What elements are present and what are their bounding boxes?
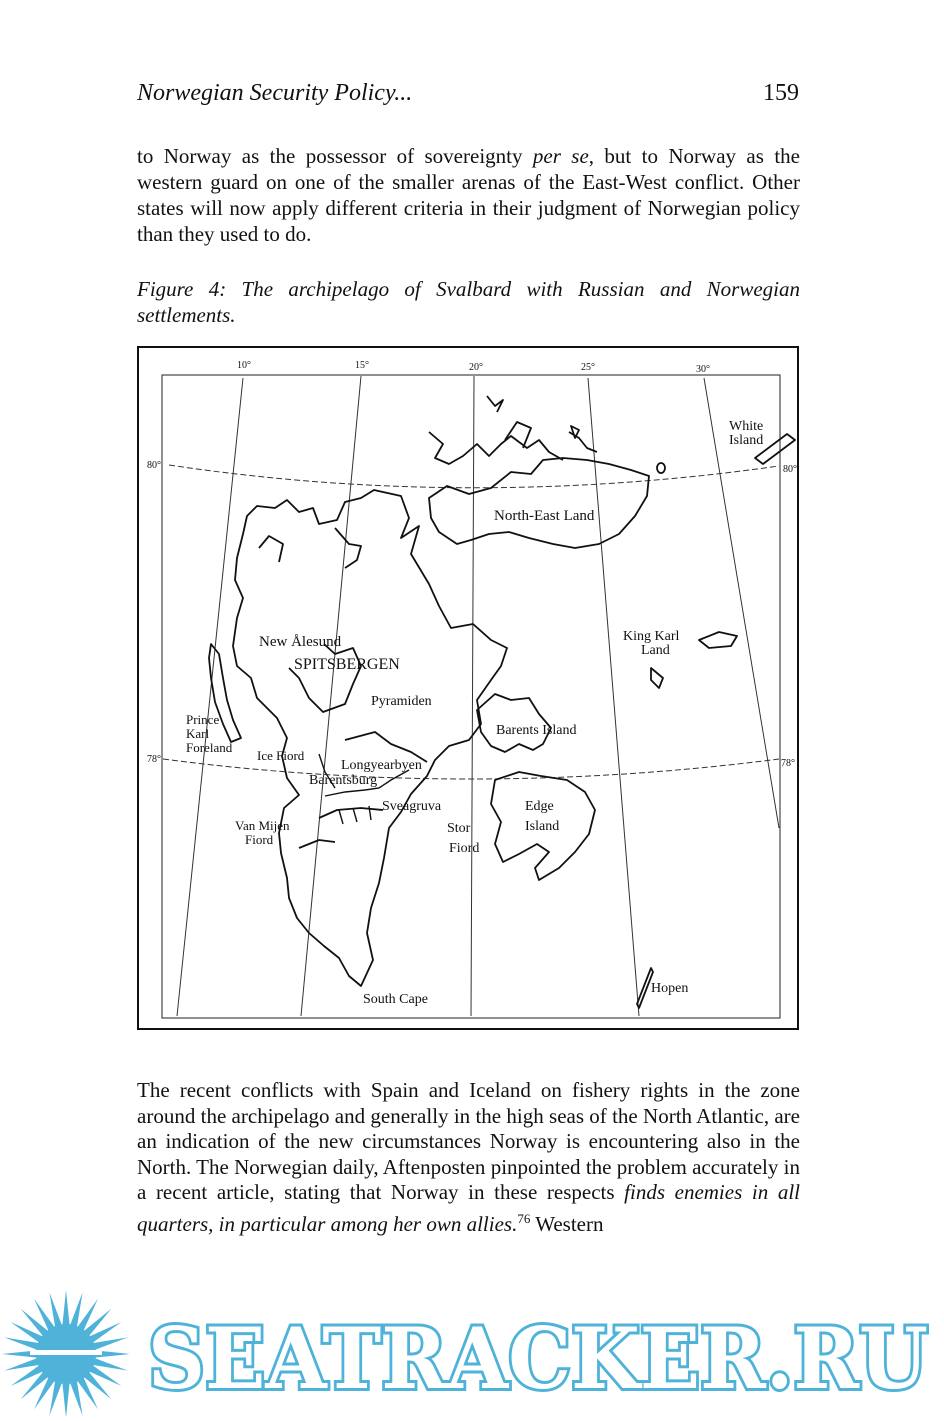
islet-north-east bbox=[657, 463, 665, 473]
meridian-20 bbox=[471, 376, 474, 1016]
king-karl-land-islet bbox=[651, 668, 663, 688]
label-barents-island: Barents Island bbox=[496, 723, 577, 738]
fiord-lines-1 bbox=[289, 644, 361, 712]
lat-label-80-right: 80° bbox=[783, 464, 797, 475]
figure-caption: Figure 4: The archipelago of Svalbard with Russian and Norwegian settlements. bbox=[137, 277, 800, 327]
sun-logo-icon bbox=[2, 1290, 130, 1416]
spitsbergen-coastline bbox=[233, 490, 507, 986]
paragraph-intro-text-2: , but to Norway as the western guard on one of the smaller arenas of the East-West conflict. Other states will now apply different criteria in their judgment of Norwegian policy than they used to do. bbox=[137, 144, 800, 246]
paragraph-intro-italic: per se bbox=[532, 144, 589, 168]
king-karl-land-coastline bbox=[699, 632, 737, 648]
van-mijen-fiord-coastline bbox=[319, 808, 383, 818]
label-prince-karl-1: Prince bbox=[186, 712, 220, 727]
paragraph-intro-text-1: to Norway as the possessor of sovereignty bbox=[137, 144, 533, 168]
svalbard-map-svg bbox=[139, 348, 801, 1032]
lat-label-78-left: 78° bbox=[147, 754, 161, 765]
north-east-land-coastline bbox=[429, 458, 649, 548]
paragraph-intro bbox=[137, 143, 800, 247]
page-number: 159 bbox=[763, 80, 799, 106]
svalbard-map bbox=[137, 346, 799, 1030]
label-ice-fiord: Ice Fiord bbox=[257, 748, 305, 763]
label-white-island-2: Island bbox=[729, 433, 764, 448]
watermark-text: SEATRACKER.RU bbox=[148, 1309, 928, 1408]
lon-label-10: 10° bbox=[237, 360, 251, 371]
fiord-lines-3 bbox=[335, 528, 361, 568]
island-north-1 bbox=[505, 422, 531, 448]
label-north-east-land: North-East Land bbox=[494, 508, 595, 524]
paragraph-fishery-italic: finds enemies in all quarters, in particular among her own allies. bbox=[137, 1180, 800, 1236]
paragraph-fishery bbox=[137, 1078, 800, 1237]
label-longyearbyen: Longyearbyen bbox=[341, 758, 422, 773]
watermark-svg bbox=[0, 1288, 944, 1416]
label-prince-karl-2: Karl bbox=[186, 726, 210, 741]
paragraph-fishery-text-2: Western bbox=[530, 1211, 604, 1236]
watermark bbox=[0, 1288, 944, 1416]
running-head bbox=[137, 78, 799, 108]
label-edge-island-1: Edge bbox=[525, 799, 554, 814]
paragraph-fishery-text-1: The recent conflicts with Spain and Iceland on fishery rights in the zone around the archipelago and generally in the high seas of the North Atlantic, are an indication of the new circumstances Norway is encountering also in the North. The Norwegian daily, Aftenposten pinpointed the problem accurately in a recent article, stating that Norway in these respects bbox=[137, 1078, 800, 1204]
label-white-island-1: White bbox=[729, 419, 764, 434]
island-north-4 bbox=[571, 426, 579, 438]
sun-horizon bbox=[30, 1350, 102, 1355]
running-title: Norwegian Security Policy... bbox=[137, 80, 413, 106]
label-van-mijen-2: Fiord bbox=[245, 832, 274, 847]
footnote-marker: 76 bbox=[517, 1210, 531, 1226]
label-south-cape: South Cape bbox=[363, 992, 428, 1007]
meridian-15 bbox=[301, 376, 361, 1016]
parallel-78 bbox=[163, 759, 779, 779]
lat-label-78-right: 78° bbox=[781, 758, 795, 769]
label-spitsbergen: SPITSBERGEN bbox=[294, 656, 400, 673]
label-stor-fiord-2: Fiord bbox=[449, 841, 480, 856]
label-van-mijen-1: Van Mijen bbox=[235, 818, 290, 833]
label-pyramiden: Pyramiden bbox=[371, 694, 432, 709]
label-barentsburg: Barentsburg bbox=[309, 773, 378, 788]
lon-label-30: 30° bbox=[696, 364, 710, 375]
parallels bbox=[163, 465, 779, 779]
lat-label-80-left: 80° bbox=[147, 460, 161, 471]
label-new-alesund: New Ålesund bbox=[259, 634, 342, 650]
island-north-3 bbox=[487, 396, 503, 412]
label-king-karl-2: Land bbox=[641, 643, 670, 658]
label-hopen: Hopen bbox=[651, 981, 689, 996]
label-edge-island-2: Island bbox=[525, 819, 560, 834]
meridians bbox=[177, 376, 779, 1016]
label-sveagruva: Sveagruva bbox=[382, 799, 442, 814]
lon-label-20: 20° bbox=[469, 362, 483, 373]
lon-label-15: 15° bbox=[355, 360, 369, 371]
label-stor-fiord-1: Stor bbox=[447, 821, 471, 836]
lon-label-25: 25° bbox=[581, 362, 595, 373]
label-king-karl-1: King Karl bbox=[623, 629, 680, 644]
meridian-25 bbox=[588, 378, 639, 1016]
label-prince-karl-3: Foreland bbox=[186, 740, 233, 755]
fiord-lines-4 bbox=[259, 536, 283, 562]
